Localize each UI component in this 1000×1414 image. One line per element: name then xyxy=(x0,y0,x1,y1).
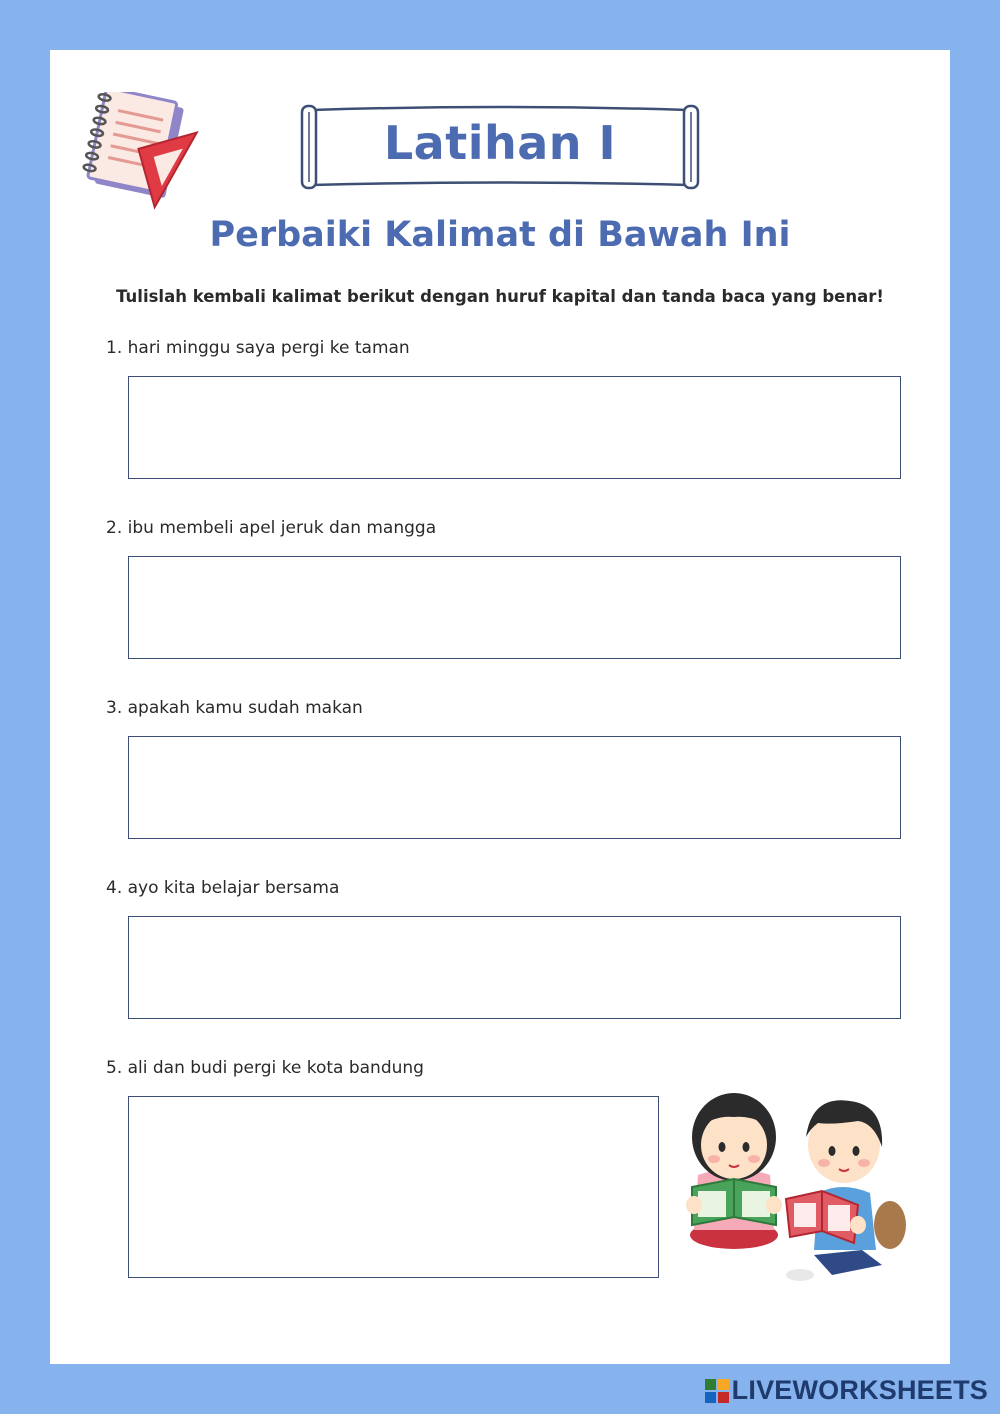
page-title: Latihan I xyxy=(383,116,617,170)
worksheet-page xyxy=(50,50,950,1364)
answer-box-5[interactable] xyxy=(128,1096,659,1278)
question-4-label: 4. ayo kita belajar bersama xyxy=(106,878,340,898)
answer-box-3[interactable] xyxy=(128,736,901,839)
liveworksheets-logo xyxy=(705,1375,988,1406)
children-reading-illustration xyxy=(682,1075,907,1290)
instruction-text: Tulislah kembali kalimat berikut dengan huruf kapital dan tanda baca yang benar! xyxy=(116,287,884,306)
question-3-label: 3. apakah kamu sudah makan xyxy=(106,698,363,718)
title-banner xyxy=(300,100,700,195)
answer-box-4[interactable] xyxy=(128,916,901,1019)
logo-wordmark: LIVEWORKSHEETS xyxy=(731,1375,988,1405)
liveworksheets-logo-icon xyxy=(705,1379,729,1403)
notebook-ruler-icon xyxy=(80,92,210,212)
page-subtitle: Perbaiki Kalimat di Bawah Ini xyxy=(209,215,791,255)
question-1-label: 1. hari minggu saya pergi ke taman xyxy=(106,338,410,358)
question-5-label: 5. ali dan budi pergi ke kota bandung xyxy=(106,1058,424,1078)
answer-box-2[interactable] xyxy=(128,556,901,659)
answer-box-1[interactable] xyxy=(128,376,901,479)
question-2-label: 2. ibu membeli apel jeruk dan mangga xyxy=(106,518,437,538)
